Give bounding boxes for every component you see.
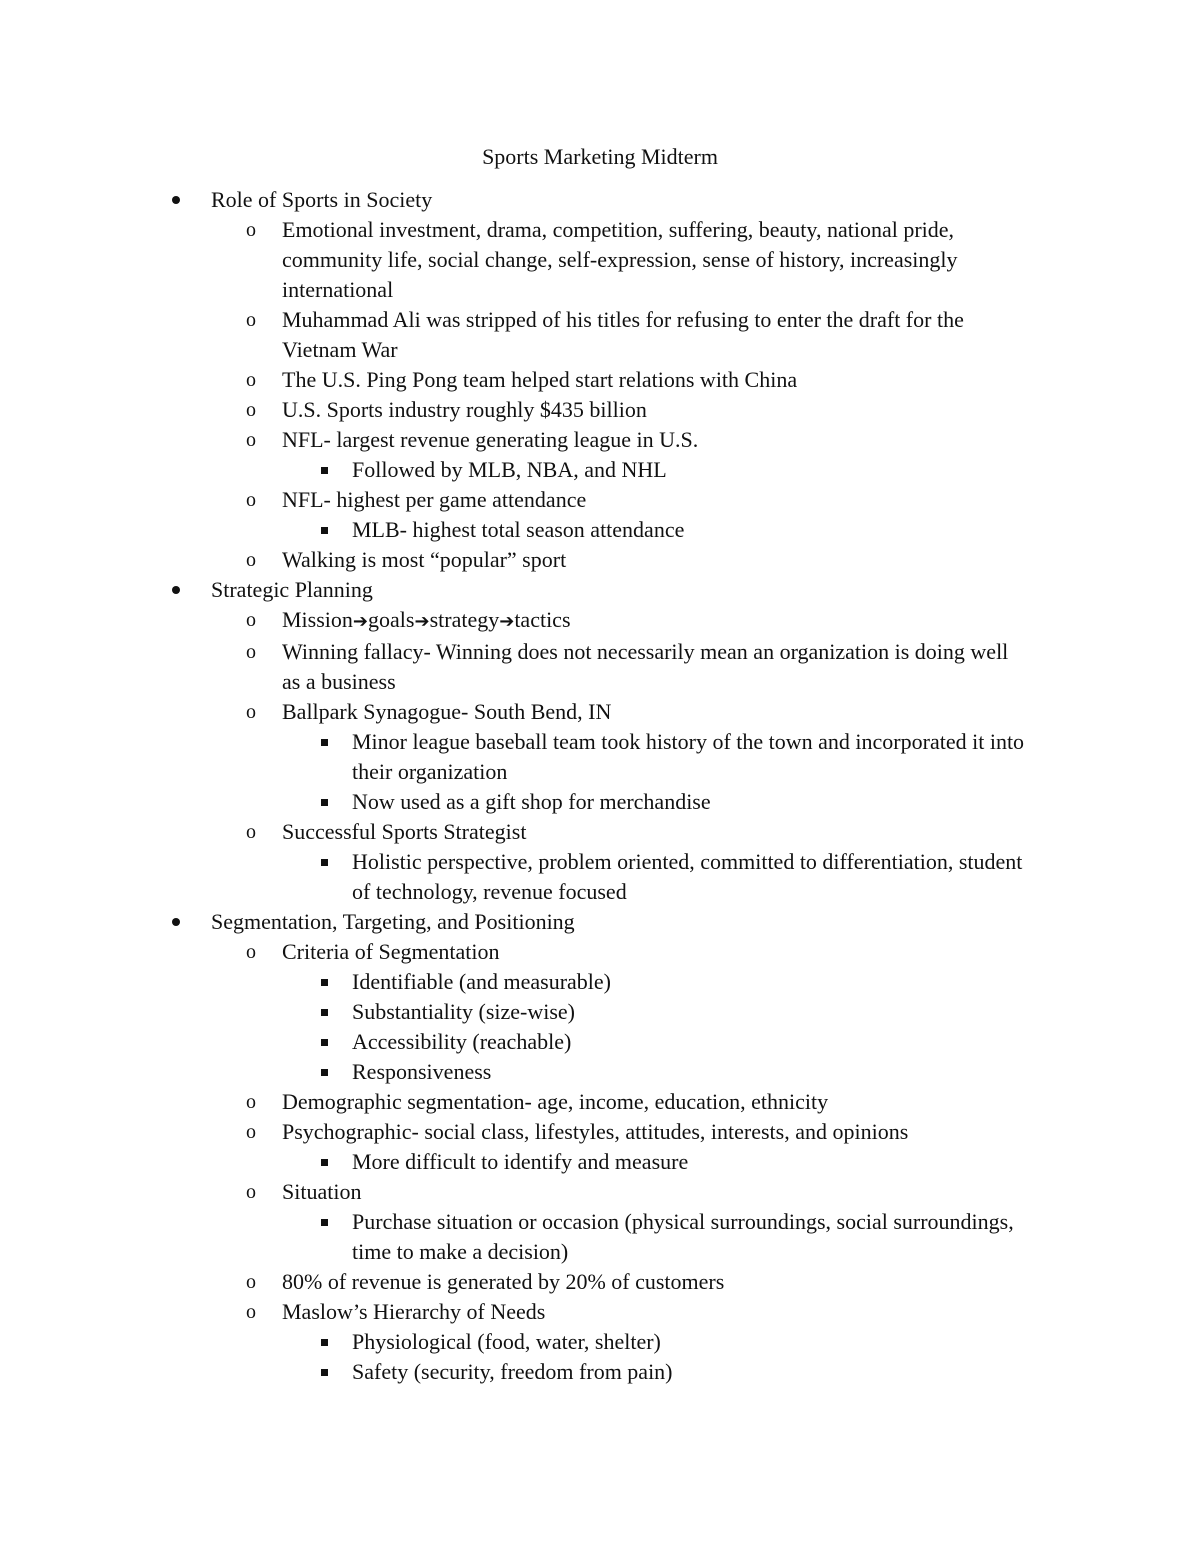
outline-item-level-3 [352, 967, 1042, 997]
outline-item-text: MLB- highest total season attendance [352, 517, 685, 542]
outline-item-text: Walking is most “popular” sport [282, 547, 567, 572]
bullet-square-icon [314, 515, 334, 545]
bullet-circle-icon: o [246, 399, 256, 421]
outline-item-level-3 [352, 997, 1042, 1027]
outline-item-level-3 [352, 1207, 1042, 1267]
outline-item-level-2 [246, 305, 1022, 365]
bullet-circle-icon: o [246, 641, 256, 663]
outline-item-level-1 [211, 575, 1031, 605]
outline-item-text: Role of Sports in Society [211, 187, 433, 212]
bullet-square-icon [314, 1357, 334, 1387]
outline-item-level-2 [246, 425, 1022, 455]
bullet-circle-icon: o [246, 1091, 256, 1113]
outline-item-level-3 [352, 1147, 1042, 1177]
bullet-circle-icon: o [246, 549, 256, 571]
outline-item-text: Holistic perspective, problem oriented, committed to differentiation, student of technology, revenue focused [352, 849, 1023, 904]
bullet-square-icon [314, 1057, 334, 1087]
outline-item-level-2 [246, 1267, 1022, 1297]
outline-item-part: tactics [514, 607, 571, 632]
bullet-square-icon [314, 1147, 334, 1177]
bullet-circle-icon: o [246, 609, 256, 631]
outline-item-level-2 [246, 395, 1022, 425]
outline-item-text: Criteria of Segmentation [282, 939, 500, 964]
outline-item-level-1 [211, 185, 1031, 215]
bullet-circle-icon: o [246, 309, 256, 331]
bullet-circle-icon: o [246, 219, 256, 241]
outline-list [0, 185, 1200, 1387]
outline-item-text: Situation [282, 1179, 362, 1204]
outline-item-level-3 [352, 1057, 1042, 1087]
bullet-square-icon [314, 727, 334, 757]
arrow-right-icon: ➔ [352, 611, 369, 632]
outline-item-text: Ballpark Synagogue- South Bend, IN [282, 699, 612, 724]
outline-item-level-2 [246, 365, 1022, 395]
bullet-circle-icon: o [246, 489, 256, 511]
outline-item-text: Strategic Planning [211, 577, 373, 602]
outline-item-text: NFL- highest per game attendance [282, 487, 587, 512]
outline-item-level-2 [246, 1117, 1022, 1147]
bullet-circle-icon: o [246, 821, 256, 843]
outline-item-level-3 [352, 455, 1042, 485]
outline-item-text: 80% of revenue is generated by 20% of customers [282, 1269, 725, 1294]
outline-item-text: Minor league baseball team took history of the town and incorporated it into their organization [352, 729, 1025, 784]
bullet-square-icon [314, 1027, 334, 1057]
outline-item-text: Successful Sports Strategist [282, 819, 527, 844]
outline-item-text: Winning fallacy- Winning does not necessarily mean an organization is doing well as a business [282, 639, 1009, 694]
outline-item-level-2 [246, 1087, 1022, 1117]
outline-item-level-3 [352, 1027, 1042, 1057]
bullet-square-icon [314, 847, 334, 877]
outline-item-text: Now used as a gift shop for merchandise [352, 789, 711, 814]
outline-item-level-2 [246, 937, 1022, 967]
outline-item-level-2 [246, 697, 1022, 727]
bullet-circle-icon: o [246, 369, 256, 391]
outline-item-text: Purchase situation or occasion (physical surroundings, social surroundings, time to make a decision) [352, 1209, 1014, 1264]
outline-item-text: Segmentation, Targeting, and Positioning [211, 909, 575, 934]
arrow-right-icon: ➔ [499, 611, 515, 632]
bullet-square-icon [314, 1327, 334, 1357]
outline-item-text: The U.S. Ping Pong team helped start relations with China [282, 367, 798, 392]
outline-item-level-2 [246, 1177, 1022, 1207]
bullet-square-icon [314, 455, 334, 485]
bullet-circle-icon: o [246, 429, 256, 451]
outline-item-level-3 [352, 787, 1042, 817]
outline-item-text: Responsiveness [352, 1059, 492, 1084]
page-title: Sports Marketing Midterm [482, 144, 718, 169]
outline-item-text: Physiological (food, water, shelter) [352, 1329, 661, 1354]
bullet-circle-icon: o [246, 1181, 256, 1203]
outline-item-level-2 [246, 485, 1022, 515]
outline-item-level-3 [352, 727, 1042, 787]
outline-item-level-2 [246, 817, 1022, 847]
bullet-circle-icon: o [246, 1121, 256, 1143]
outline-item-level-3 [352, 1327, 1042, 1357]
outline-item-text: Maslow’s Hierarchy of Needs [282, 1299, 546, 1324]
bullet-dot-icon [166, 907, 186, 937]
bullet-dot-icon [166, 185, 186, 215]
bullet-circle-icon: o [246, 1301, 256, 1323]
bullet-circle-icon: o [246, 941, 256, 963]
outline-item-level-3 [352, 847, 1042, 907]
outline-item-text: Followed by MLB, NBA, and NHL [352, 457, 667, 482]
outline-item-level-2 [246, 637, 1022, 697]
outline-item-text: Substantiality (size-wise) [352, 999, 576, 1024]
outline-item-level-2 [246, 605, 1022, 637]
outline-item-text: Accessibility (reachable) [352, 1029, 572, 1054]
bullet-square-icon [314, 1207, 334, 1237]
outline-item-part: strategy [429, 607, 500, 632]
outline-item-text: Muhammad Ali was stripped of his titles for refusing to enter the draft for the Vietnam War [282, 307, 964, 362]
outline-item-level-2 [246, 545, 1022, 575]
outline-item-level-2 [246, 215, 1022, 305]
outline-item-level-1 [211, 907, 1031, 937]
outline-item-text: Identifiable (and measurable) [352, 969, 611, 994]
bullet-circle-icon: o [246, 701, 256, 723]
arrow-right-icon: ➔ [414, 611, 430, 632]
outline-item-text: Safety (security, freedom from pain) [352, 1359, 673, 1384]
outline-item-text: U.S. Sports industry roughly $435 billion [282, 397, 647, 422]
outline-item-level-2 [246, 1297, 1022, 1327]
outline-item-text: Demographic segmentation- age, income, education, ethnicity [282, 1089, 829, 1114]
outline-item-text [282, 607, 571, 632]
outline-item-text: More difficult to identify and measure [352, 1149, 689, 1174]
outline-item-text: Emotional investment, drama, competition, suffering, beauty, national pride, community life, social change, self-expression, sense of history, increasingly international [282, 217, 958, 302]
outline-item-part: goals [368, 607, 415, 632]
outline-item-text: NFL- largest revenue generating league in U.S. [282, 427, 699, 452]
outline-item-level-3 [352, 515, 1042, 545]
bullet-circle-icon: o [246, 1271, 256, 1293]
bullet-square-icon [314, 787, 334, 817]
bullet-dot-icon [166, 575, 186, 605]
outline-item-level-3 [352, 1357, 1042, 1387]
outline-item-part: Mission [282, 607, 353, 632]
bullet-square-icon [314, 997, 334, 1027]
outline-item-text: Psychographic- social class, lifestyles, attitudes, interests, and opinions [282, 1119, 909, 1144]
bullet-square-icon [314, 967, 334, 997]
